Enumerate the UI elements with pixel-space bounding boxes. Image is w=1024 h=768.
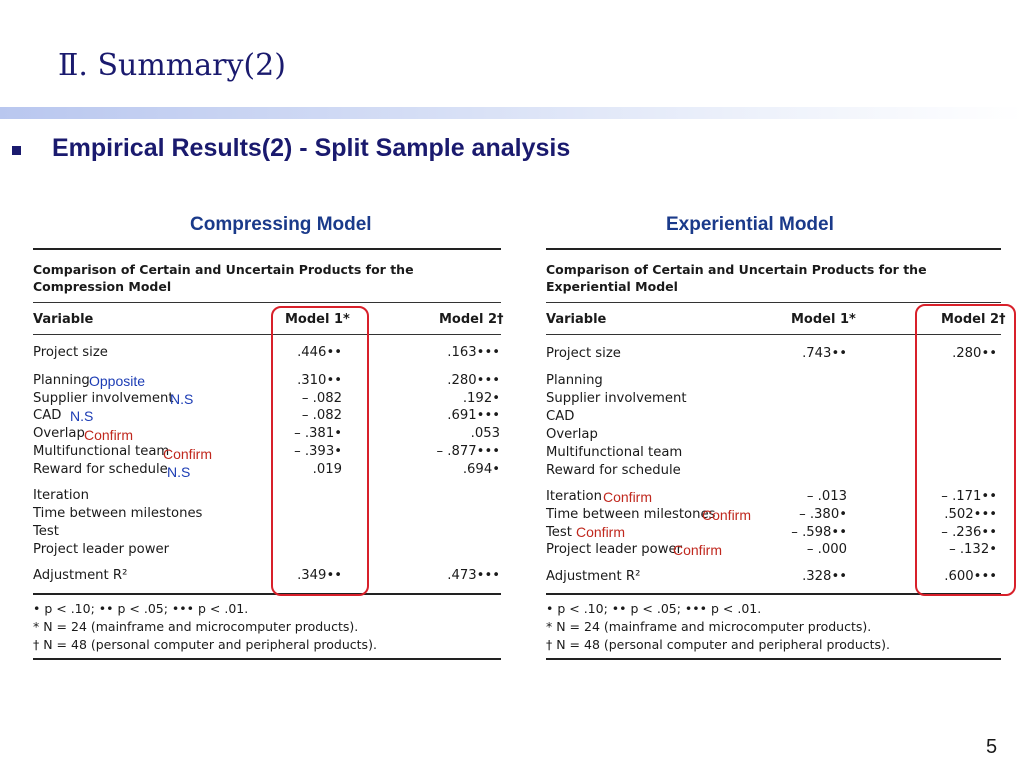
- left-table-end-rule: [33, 658, 501, 660]
- right-table-caption-line1: Comparison of Certain and Uncertain Products for the: [546, 262, 927, 277]
- model2-value: .163•••: [447, 345, 500, 360]
- left-header-variable: Variable: [33, 312, 94, 327]
- section-heading: Empirical Results(2) - Split Sample analysis: [52, 134, 571, 162]
- title-divider-bar: [0, 107, 1024, 119]
- square-bullet-icon: [12, 146, 21, 155]
- row-label: Reward for schedule: [546, 463, 681, 478]
- row-label: Multifunctional team: [546, 445, 683, 460]
- right-note-significance: • p < .10; •• p < .05; ••• p < .01.: [546, 601, 762, 616]
- model2-value: .192•: [462, 391, 500, 406]
- annotation-planning: Opposite: [89, 373, 146, 389]
- slide-title: Ⅱ. Summary(2): [58, 48, 286, 83]
- row-label: Adjustment R²: [546, 569, 641, 584]
- model1-value: – .013: [806, 489, 847, 504]
- model1-value: .310••: [297, 373, 342, 388]
- model2-value: – .877•••: [436, 444, 500, 459]
- row-label: Overlap: [33, 426, 85, 441]
- model1-value: .349••: [297, 568, 342, 583]
- left-table: [30, 248, 502, 663]
- left-note-model2-n: † N = 48 (personal computer and peripheral products).: [33, 637, 377, 652]
- row-label: Test: [546, 525, 572, 540]
- row-label: Time between milestones: [546, 507, 716, 522]
- model2-value: – .132•: [949, 542, 997, 557]
- table-row: [30, 390, 502, 407]
- row-label: Iteration: [33, 488, 89, 503]
- left-model1-highlight-box: [271, 306, 369, 596]
- table-row: [30, 505, 502, 522]
- annotation-overlap: Confirm: [84, 427, 134, 443]
- model1-value: – .000: [806, 542, 847, 557]
- right-header-model2: Model 2†: [941, 312, 1006, 327]
- model1-value: – .380•: [799, 507, 847, 522]
- row-label: Adjustment R²: [33, 568, 128, 583]
- left-table-header-rule: [33, 334, 501, 335]
- table-row: [30, 541, 502, 558]
- row-label: Reward for schedule: [33, 462, 168, 477]
- left-model-title: Compressing Model: [190, 214, 372, 235]
- row-label: Project leader power: [33, 542, 170, 557]
- right-header-model1: Model 1*: [791, 312, 856, 327]
- right-table-caption-rule: [546, 302, 1001, 303]
- model1-value: .019: [312, 462, 342, 477]
- model1-value: – .082: [301, 408, 342, 423]
- row-label: Planning: [546, 373, 603, 388]
- right-table-top-rule: [546, 248, 1001, 250]
- table-row: [30, 407, 502, 424]
- model2-value: .280••: [952, 346, 997, 361]
- model1-value: .328••: [802, 569, 847, 584]
- right-model-title: Experiential Model: [666, 214, 834, 235]
- page-number: 5: [986, 736, 998, 758]
- model1-value: – .598••: [791, 525, 847, 540]
- annotation-cad: N.S: [70, 408, 94, 424]
- left-header-model1: Model 1*: [285, 312, 350, 327]
- model2-value: .473•••: [447, 568, 500, 583]
- right-table-caption-line2: Experiential Model: [546, 279, 678, 294]
- left-note-significance: • p < .10; •• p < .05; ••• p < .01.: [33, 601, 249, 616]
- model1-value: .446••: [297, 345, 342, 360]
- model1-value: .743••: [802, 346, 847, 361]
- right-table-end-rule: [546, 658, 1001, 660]
- right-note-model2-n: † N = 48 (personal computer and peripheral products).: [546, 637, 890, 652]
- table-row: [30, 487, 502, 504]
- model1-value: – .393•: [294, 444, 342, 459]
- left-header-model2: Model 2†: [439, 312, 504, 327]
- right-model2-highlight-box: [915, 304, 1016, 596]
- row-label: CAD: [546, 409, 575, 424]
- left-note-model1-n: * N = 24 (mainframe and microcomputer products).: [33, 619, 359, 634]
- row-label: CAD: [33, 408, 62, 423]
- annotation-supplier: N.S: [170, 391, 194, 407]
- row-label: Time between milestones: [33, 506, 203, 521]
- model2-value: .600•••: [944, 569, 997, 584]
- model2-value: .053: [470, 426, 500, 441]
- model2-value: .502•••: [944, 507, 997, 522]
- model2-value: – .171••: [941, 489, 997, 504]
- table-row: [30, 443, 502, 460]
- table-row: [30, 344, 502, 361]
- annotation-iteration: Confirm: [603, 489, 653, 505]
- row-label: Project leader power: [546, 542, 683, 557]
- annotation-leader: Confirm: [673, 542, 723, 558]
- row-label: Multifunctional team: [33, 444, 170, 459]
- table-row: [30, 523, 502, 540]
- right-header-variable: Variable: [546, 312, 607, 327]
- model1-value: – .082: [301, 391, 342, 406]
- model2-value: .280•••: [447, 373, 500, 388]
- annotation-multifunctional: Confirm: [163, 446, 213, 462]
- model2-value: .691•••: [447, 408, 500, 423]
- left-table-caption-line1: Comparison of Certain and Uncertain Products for the: [33, 262, 414, 277]
- model2-value: .694•: [462, 462, 500, 477]
- left-table-caption-line2: Compression Model: [33, 279, 172, 294]
- left-table-bottom-rule: [33, 593, 501, 595]
- right-note-model1-n: * N = 24 (mainframe and microcomputer products).: [546, 619, 872, 634]
- row-label: Project size: [546, 346, 621, 361]
- table-row: [30, 461, 502, 478]
- model1-value: – .381•: [294, 426, 342, 441]
- table-row: [30, 567, 502, 584]
- left-table-caption-rule: [33, 302, 501, 303]
- row-label: Test: [33, 524, 59, 539]
- row-label: Planning: [33, 373, 90, 388]
- row-label: Iteration: [546, 489, 602, 504]
- model2-value: – .236••: [941, 525, 997, 540]
- row-label: Supplier involvement: [33, 391, 174, 406]
- left-table-top-rule: [33, 248, 501, 250]
- annotation-milestones: Confirm: [702, 507, 752, 523]
- row-label: Supplier involvement: [546, 391, 687, 406]
- row-label: Project size: [33, 345, 108, 360]
- annotation-reward: N.S: [167, 464, 191, 480]
- row-label: Overlap: [546, 427, 598, 442]
- annotation-test: Confirm: [576, 524, 626, 540]
